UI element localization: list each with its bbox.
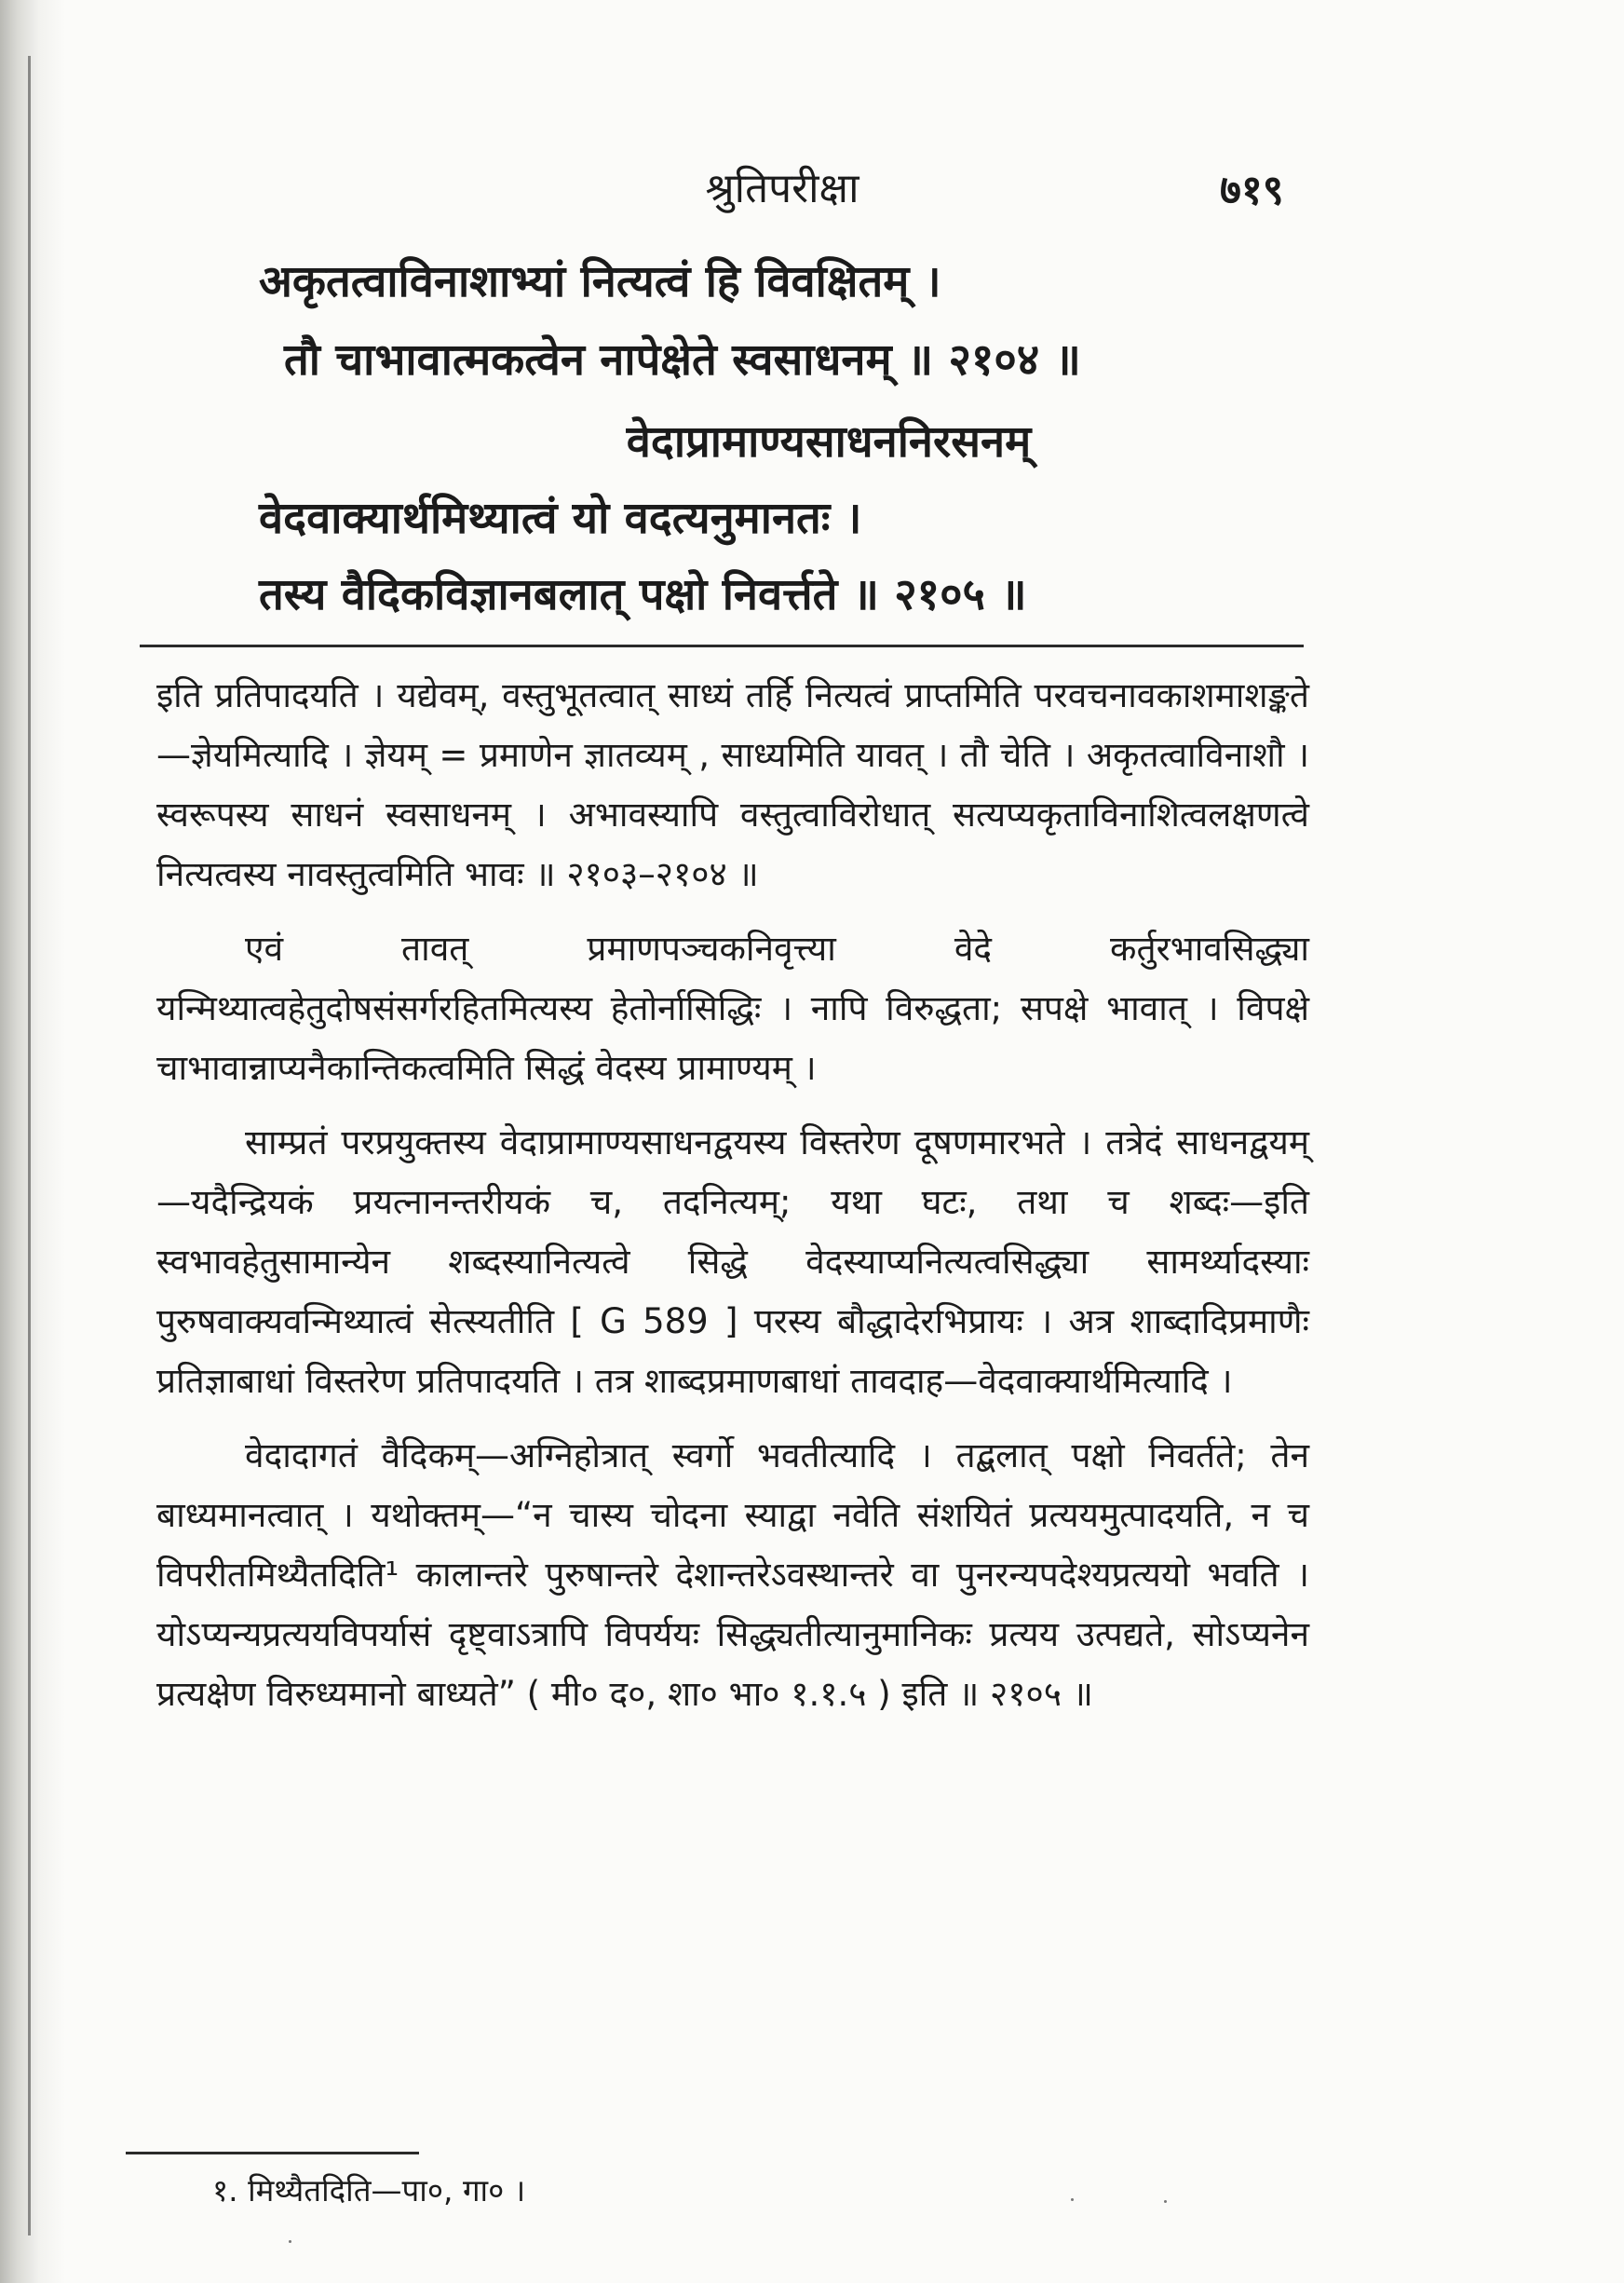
running-head: श्रुतिपरीक्षा: [705, 165, 859, 212]
scan-speck: [289, 2240, 291, 2243]
verse-line-3: वेदवाक्यार्थमिथ्यात्वं यो वदत्यनुमानतः ।: [259, 493, 862, 544]
footnote-rule: [126, 2152, 419, 2154]
footnote: १. मिथ्यैतदिति—पा०, गा० ।: [212, 2172, 526, 2208]
commentary-paragraph-4: वेदादागतं वैदिकम्—अग्निहोत्रात् स्वर्गो भवतीत्यादि । तद्बलात् पक्षो निवर्तते; तेन बाध्यमानत्वात् । यथोक्तम्—“न चास्य चोदना स्याद्वा नवेति संशयितं प्रत्ययमुत्पादयति, न च विपरीतमिथ्यैतदिति¹ कालान्तरे पुरुषान्तरे देशान्तरेऽवस्थान्तरे वा पुनरन्यपदेश्यप्रत्ययो भवति । योऽप्यन्यप्रत्ययविपर्यासं दृष्ट्वाऽत्रापि विपर्ययः सिद्ध्यतीत्यानुमानिकः प्रत्यय उत्पद्यते, सोऽप्यनेन प्रत्यक्षेण विरुध्यमानो बाध्यते” ( मी० द०, शा० भा० १.१.५ ) इति ॥ २१०५ ॥: [156, 1435, 1309, 1714]
scan-speck: [1164, 2200, 1167, 2203]
commentary: [156, 666, 1309, 1724]
verse-line-4: तस्य वैदिकविज्ञानबलात् पक्षो निवर्त्तते ॥ २१०५ ॥: [259, 569, 1027, 620]
verse-line-2: तौ चाभावात्मकत्वेन नापेक्षेते स्वसाधनम् ॥ २१०४ ॥: [284, 334, 1081, 386]
section-title: वेदाप्रामाण्यसाधननिरसनम्: [626, 416, 1032, 468]
commentary-paragraph-1: इति प्रतिपादयति । यद्येवम्, वस्तुभूतत्वात् साध्यं तर्हि नित्यत्वं प्राप्तमिति परवचनावकाशमाशङ्कते—ज्ञेयमित्यादि । ज्ञेयम् = प्रमाणेन ज्ञातव्यम् , साध्यमिति यावत् । तौ चेति । अकृतत्वाविनाशौ । स्वरूपस्य साधनं स्वसाधनम् । अभावस्यापि वस्तुत्वाविरोधात् सत्यप्यकृताविनाशित्वलक्षणत्वे नित्यत्वस्य नावस्तुत्वमिति भावः ॥ २१०३–२१०४ ॥: [156, 675, 1309, 894]
binding-shadow-line: [28, 56, 31, 2235]
page-number: ७१९: [1220, 167, 1284, 214]
verse-line-1: अकृतत्वाविनाशाभ्यां नित्यत्वं हि विवक्षितम् ।: [259, 256, 941, 307]
scan-speck: [1071, 2198, 1074, 2201]
commentary-paragraph-2: एवं तावत् प्रमाणपञ्चकनिवृत्त्या वेदे कर्तुरभावसिद्ध्या यन्मिथ्यात्वहेतुदोषसंसर्गरहितमित्यस्य हेतोर्नासिद्धिः । नापि विरुद्धता; सपक्षे भावात् । विपक्षे चाभावान्नाप्यनैकान्तिकत्वमिति सिद्धं वेदस्य प्रामाण्यम् ।: [156, 929, 1309, 1088]
commentary-paragraph-3: साम्प्रतं परप्रयुक्तस्य वेदाप्रामाण्यसाधनद्वयस्य विस्तरेण दूषणमारभते । तत्रेदं साधनद्वयम्—यदैन्द्रियकं प्रयत्नानन्तरीयकं च, तदनित्यम्; यथा घटः, तथा च शब्दः—इति स्वभावहेतुसामान्येन शब्दस्यानित्यत्वे सिद्धे वेदस्याप्यनित्यत्वसिद्ध्या सामर्थ्यादस्याः पुरुषवाक्यवन्मिथ्यात्वं सेत्स्यतीति [ G 589 ] परस्य बौद्धादेरभिप्रायः । अत्र शाब्दादिप्रमाणैः प्रतिज्ञाबाधां विस्तरेण प्रतिपादयति । तत्र शाब्दप्रमाणबाधां तावदाह—वेदवाक्यार्थमित्यादि ।: [156, 1122, 1309, 1401]
scanned-page-edge: [0, 0, 65, 2283]
verse-divider-rule: [140, 645, 1304, 647]
